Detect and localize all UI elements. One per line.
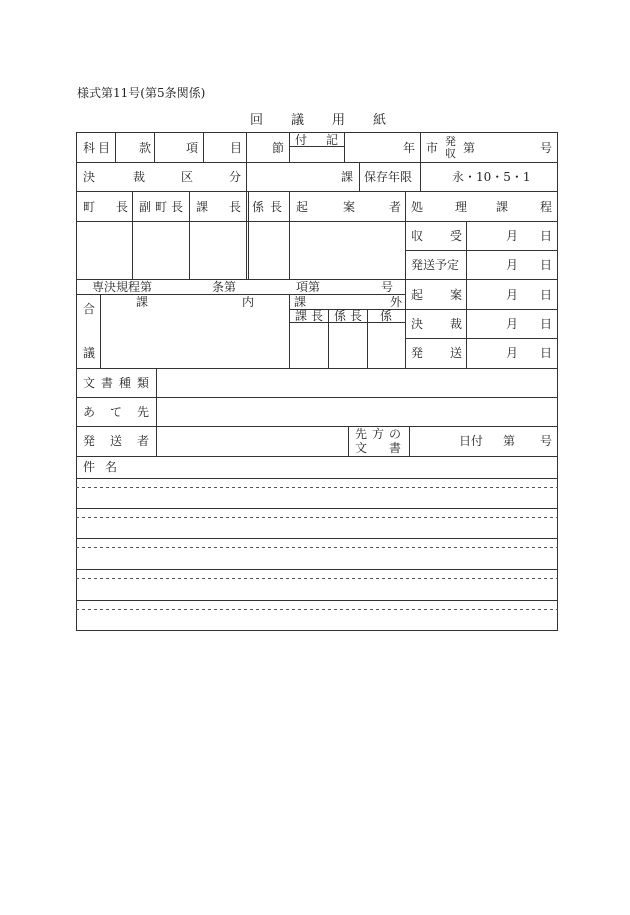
gougi-subheader-char: 長 (311, 309, 324, 323)
kessai-char: 裁 (133, 170, 146, 184)
other-doc-char: 方 (372, 427, 385, 441)
title-char: 紙 (373, 113, 387, 128)
retention-label: 保存年限 (364, 170, 413, 184)
sender-char: 発 (83, 434, 96, 448)
kian-char: 起 (296, 200, 309, 214)
day-label: 日 (540, 346, 553, 360)
ka-label: 課 (341, 170, 354, 184)
gou-label: 号 (540, 434, 553, 448)
process-label-char: 送 (450, 346, 463, 360)
hatsu-label: 発 (445, 135, 456, 148)
process-label-char: 発 (411, 346, 424, 360)
kessai-char: 決 (83, 170, 96, 184)
gougi-subheader-char: 課 (295, 309, 308, 323)
fukuchou-char: 長 (171, 200, 184, 214)
kou-char: 目 (230, 141, 243, 155)
chou-char: 長 (116, 200, 129, 214)
city-label: 市 (426, 141, 439, 155)
gougi-subheader-char: 長 (350, 309, 363, 323)
process-label: 発送予定 (411, 258, 460, 272)
kachou-char: 課 (196, 200, 209, 214)
setsu-label: 節 (272, 141, 285, 155)
kian-char: 者 (389, 200, 402, 214)
sender-char: 送 (110, 434, 123, 448)
inner-nai: 内 (242, 295, 255, 309)
month-label: 月 (506, 317, 519, 331)
month-label: 月 (506, 288, 519, 302)
doc-type-char: 種 (119, 376, 132, 390)
process-char: 理 (455, 200, 468, 214)
outer-gai: 外 (390, 295, 403, 309)
dai-label: 第 (503, 434, 516, 448)
title-char: 回 (250, 113, 264, 128)
process-label-char: 案 (450, 288, 463, 302)
gou-label: 号 (540, 141, 553, 155)
kamoku-char: 科 (83, 141, 96, 155)
subject-char: 名 (105, 460, 118, 474)
process-char: 課 (496, 200, 509, 214)
senketsu-kou: 項第 (296, 280, 321, 294)
addressee-char: て (110, 405, 123, 419)
process-char: 程 (540, 200, 553, 214)
fuki-char: 記 (326, 133, 339, 147)
process-label-char: 収 (411, 229, 424, 243)
day-label: 日 (540, 317, 553, 331)
kakarichou-char: 長 (270, 200, 283, 214)
day-label: 日 (540, 288, 553, 302)
doc-type-char: 類 (137, 376, 150, 390)
senketsu-jou: 条第 (212, 280, 237, 294)
gougi-subheader-char: 係 (334, 309, 347, 323)
kan-label: 款 (139, 141, 152, 155)
outer-ka: 課 (294, 295, 307, 309)
process-label-char: 起 (411, 288, 424, 302)
month-label: 月 (506, 229, 519, 243)
fukuchou-char: 副 (139, 200, 152, 214)
shu-label: 収 (445, 147, 456, 160)
senketsu-gou: 号 (381, 280, 394, 294)
other-doc-char: の (389, 427, 402, 441)
doc-type-char: 書 (101, 376, 114, 390)
other-doc-char: 書 (389, 441, 402, 455)
gougi-side-char: 議 (83, 346, 96, 360)
inner-ka: 課 (136, 295, 149, 309)
kamoku-char: 目 (98, 141, 111, 155)
day-label: 日 (540, 258, 553, 272)
doc-type-char: 文 (83, 376, 96, 390)
month-label: 月 (506, 346, 519, 360)
gougi-side-char: 合 (83, 302, 96, 316)
kessai-char: 区 (181, 170, 194, 184)
sender-char: 者 (137, 434, 150, 448)
fuki-char: 付 (295, 133, 308, 147)
other-doc-char: 文 (355, 441, 368, 455)
kessai-char: 分 (229, 170, 242, 184)
year-label: 年 (403, 141, 416, 155)
other-doc-char: 先 (355, 427, 368, 441)
process-label-char: 裁 (450, 317, 463, 331)
senketsu-label: 専決規程第 (92, 280, 153, 294)
gougi-subheader-char: 係 (380, 309, 393, 323)
addressee-char: あ (83, 405, 96, 419)
form-number-caption: 様式第11号(第5条関係) (77, 86, 206, 100)
kakarichou-char: 係 (252, 200, 265, 214)
title-char: 議 (291, 113, 305, 128)
title-char: 用 (332, 113, 346, 128)
kachou-char: 長 (229, 200, 242, 214)
addressee-char: 先 (137, 405, 150, 419)
process-label-char: 決 (411, 317, 424, 331)
day-label: 日 (540, 229, 553, 243)
chou-char: 町 (83, 200, 96, 214)
dai-label: 第 (463, 141, 476, 155)
subject-char: 件 (83, 460, 96, 474)
fukuchou-char: 町 (155, 200, 168, 214)
process-label-char: 受 (450, 229, 463, 243)
kian-char: 案 (343, 200, 356, 214)
kou-char: 項 (186, 141, 199, 155)
month-label: 月 (506, 258, 519, 272)
retention-value: 永・10・5・1 (452, 170, 531, 184)
date-label: 日付 (459, 434, 484, 448)
process-char: 処 (411, 200, 424, 214)
